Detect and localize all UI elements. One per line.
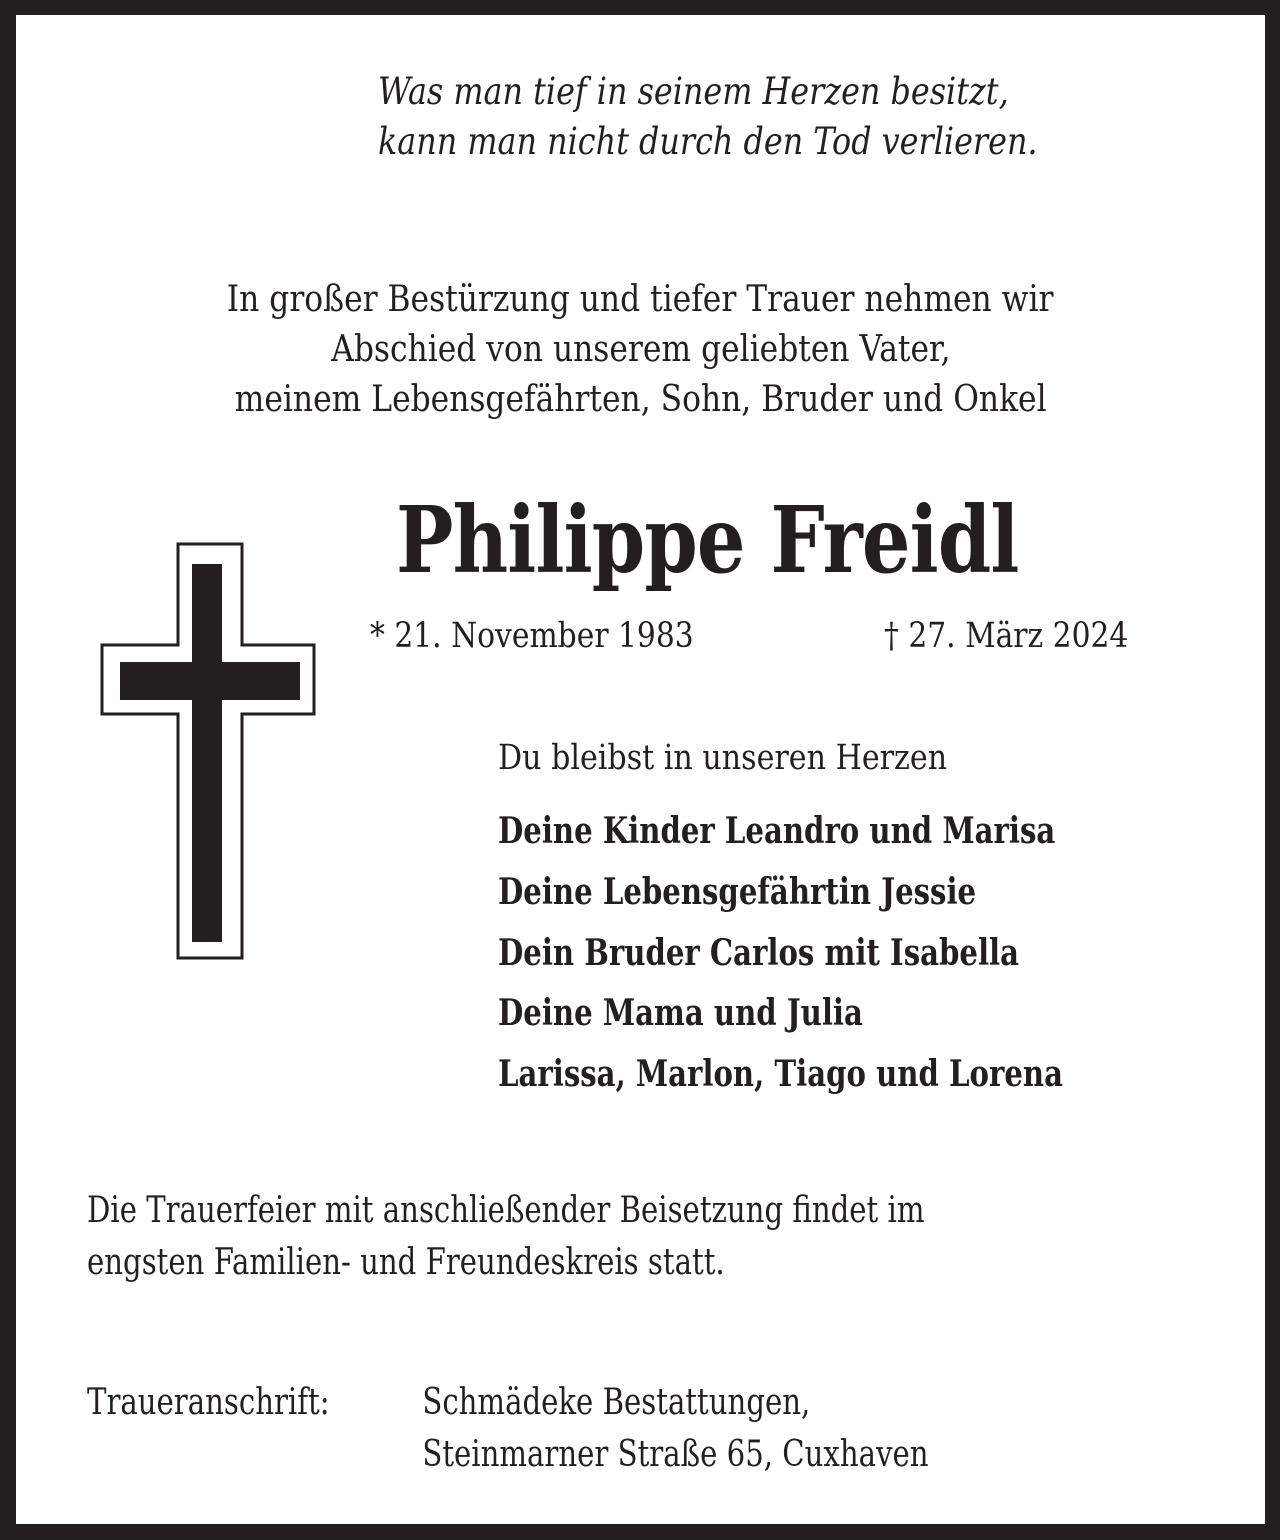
address-spacer [87, 1429, 422, 1481]
intro-line: meinem Lebensgefährten, Sohn, Bruder und Onkel [234, 379, 1047, 420]
death-date: † 27. März 2024 [884, 616, 1129, 656]
mourner-entry: Larissa, Marlon, Tiago und Lorena [498, 1053, 1064, 1096]
quote-line: Was man tief in seinem Herzen besitzt, [378, 70, 1009, 113]
mourner-entry: Deine Lebensgefährtin Jessie [498, 870, 977, 913]
mourning-address [87, 1377, 929, 1481]
ceremony-line: engsten Familien- und Freundeskreis statt. [87, 1242, 725, 1283]
address-label: Traueranschrift: [87, 1382, 330, 1423]
address-line: Schmädeke Bestattungen, [422, 1382, 811, 1423]
deceased-name: Philippe Freidl [396, 486, 1019, 594]
intro-line: Abschied von unserem geliebten Vater, [330, 329, 951, 370]
intro-text [16, 275, 1265, 425]
farewell-line: Du bleibst in unseren Herzen [498, 738, 948, 778]
mourner-entry: Deine Kinder Leandro und Marisa [498, 810, 1056, 852]
mourner-entry: Deine Mama und Julia [498, 992, 863, 1035]
cross-icon [100, 542, 318, 960]
address-line: Steinmarner Straße 65, Cuxhaven [422, 1434, 929, 1475]
mourner-entry: Dein Bruder Carlos mit Isabella [498, 931, 1019, 974]
ceremony-line: Die Trauerfeier mit anschließender Beisetzung findet im [87, 1190, 925, 1231]
ceremony-notice [87, 1185, 925, 1289]
intro-line: In großer Bestürzung und tiefer Trauer nehmen wir [227, 279, 1054, 320]
obituary-notice [16, 15, 1265, 1524]
mourners-list [498, 801, 1063, 1105]
quote-line: kann man nicht durch den Tod verlieren. [378, 120, 1038, 163]
birth-date: * 21. November 1983 [370, 616, 694, 656]
epigraph-quote [378, 67, 1038, 167]
